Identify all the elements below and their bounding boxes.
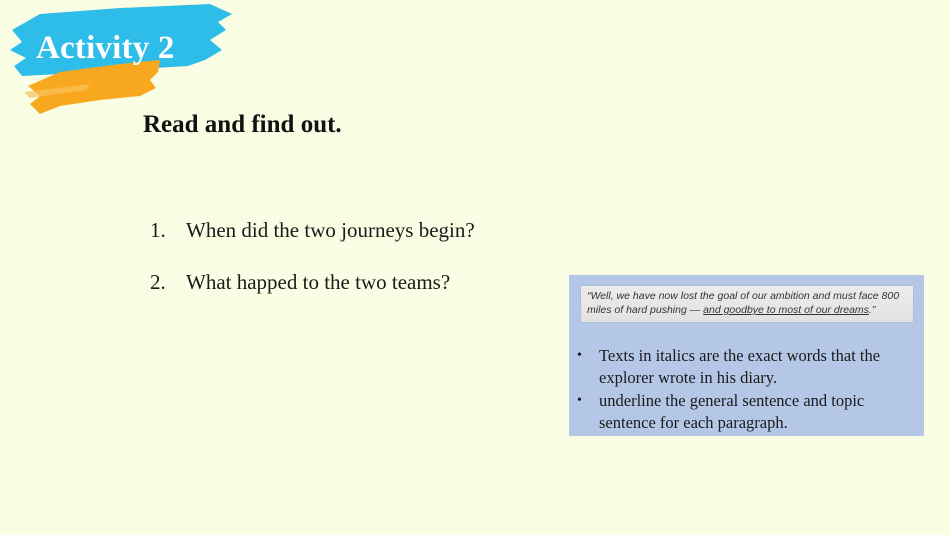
- note-bullet-item: [577, 390, 921, 434]
- quote-line-2-plain: miles of hard pushing —: [587, 304, 704, 316]
- question-number: 2.: [150, 270, 166, 294]
- note-bullet-list: [577, 345, 921, 435]
- banner-title: Activity 2: [36, 30, 175, 66]
- bullet-icon: •: [577, 348, 582, 363]
- note-bullet-item: [577, 345, 921, 389]
- quote-underlined-text: and goodbye to most of our dreams: [703, 304, 869, 316]
- quote-line-2: [587, 303, 907, 317]
- note-box: [569, 275, 924, 436]
- question-text: When did the two journeys begin?: [186, 218, 475, 242]
- question-item: [150, 218, 475, 270]
- question-list: [150, 218, 475, 322]
- page-heading: Read and find out.: [143, 111, 342, 138]
- question-item: [150, 270, 475, 322]
- question-text: What happed to the two teams?: [186, 270, 451, 294]
- note-bullet-text: Texts in italics are the exact words that the explorer wrote in his diary.: [599, 346, 881, 387]
- diary-quote-image: [581, 286, 913, 322]
- bullet-icon: •: [577, 393, 582, 408]
- quote-line-2-end: .”: [868, 304, 876, 316]
- activity-banner: [0, 0, 240, 120]
- question-number: 1.: [150, 218, 166, 242]
- note-bullet-text: underline the general sentence and topic sentence for each paragraph.: [599, 391, 865, 432]
- quote-line-1: “Well, we have now lost the goal of our ambition and must face 800: [587, 290, 900, 302]
